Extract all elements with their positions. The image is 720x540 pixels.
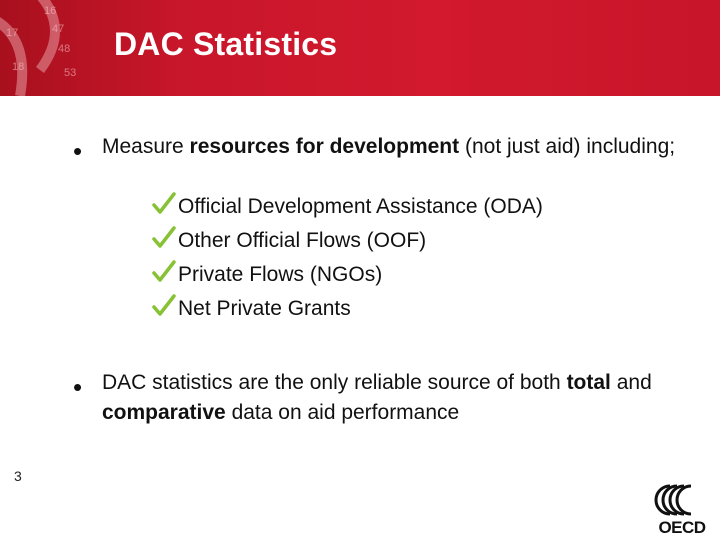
bullet-marker: • [73,372,83,402]
checklist [152,190,543,326]
bullet-text-resources: Measure resources for development (not just aid) including; [102,135,676,158]
svg-text:18: 18 [12,61,25,73]
bullet-marker: • [73,136,83,166]
oecd-logo-mark-icon [648,482,716,518]
checklist-item: Private Flows (NGOs) [152,258,543,292]
slide-title: DAC Statistics [114,26,338,62]
svg-text:16: 16 [44,5,57,17]
checkmark-icon [152,260,176,284]
oecd-logo-text: OECD [658,518,706,537]
svg-text:53: 53 [64,67,77,79]
page-number: 3 [14,468,22,484]
checklist-item: Net Private Grants [152,292,543,326]
checkmark-icon [152,192,176,216]
measuring-tape-graphic [0,0,110,96]
checkmark-icon [152,294,176,318]
svg-text:48: 48 [58,43,71,55]
checkmark-icon [152,226,176,250]
bullet-text-dac-statistics: DAC statistics are the only reliable source of both total and comparative data on aid performance [102,371,652,424]
oecd-logo [648,482,716,538]
svg-text:17: 17 [6,27,19,39]
checklist-item: Official Development Assistance (ODA) [152,190,543,224]
svg-text:47: 47 [52,23,65,35]
checklist-item: Other Official Flows (OOF) [152,224,543,258]
header-banner [0,0,720,96]
